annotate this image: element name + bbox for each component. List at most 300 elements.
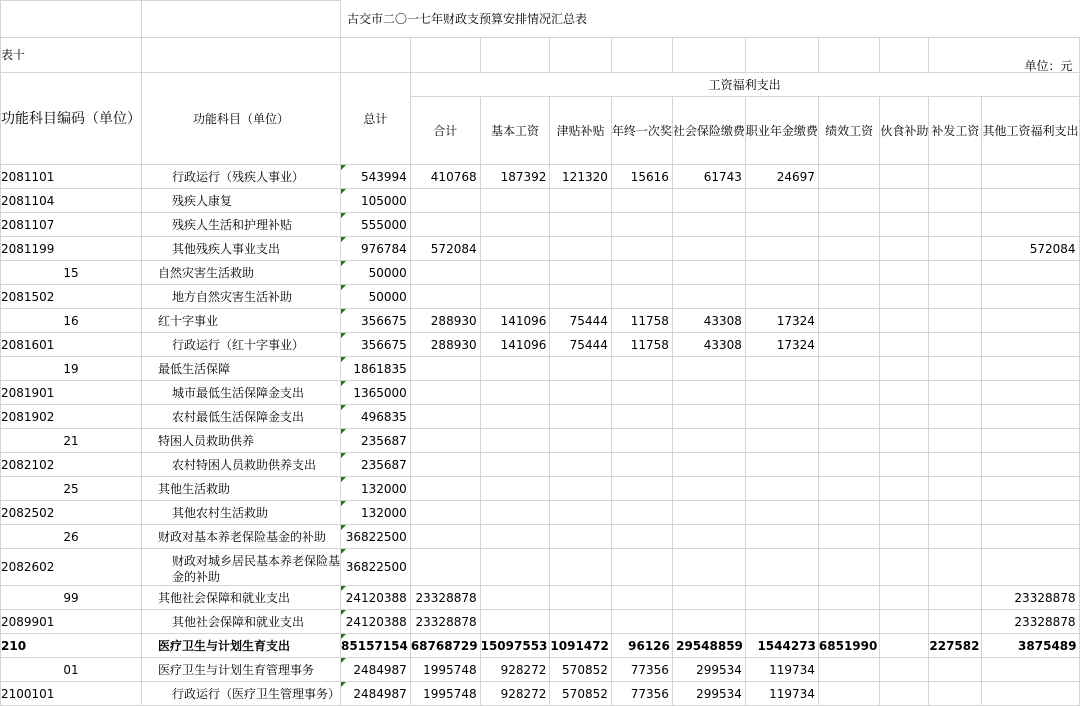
table-row xyxy=(1,405,1080,429)
row-value xyxy=(880,189,929,213)
row-value xyxy=(480,610,550,634)
row-value: 141096 xyxy=(480,309,550,333)
row-value xyxy=(480,213,550,237)
row-code: 2081107 xyxy=(1,213,142,237)
table-row xyxy=(1,189,1080,213)
row-value xyxy=(818,682,879,706)
row-value xyxy=(818,285,879,309)
table-row xyxy=(1,634,1080,658)
row-value: 572084 xyxy=(982,237,1079,261)
row-value xyxy=(929,333,982,357)
row-value xyxy=(745,525,818,549)
row-value xyxy=(480,586,550,610)
row-code: 21 xyxy=(1,429,142,453)
row-value xyxy=(929,357,982,381)
row-total: 496835 xyxy=(341,405,411,429)
table-row xyxy=(1,586,1080,610)
row-value xyxy=(410,477,480,501)
row-value xyxy=(480,285,550,309)
row-value xyxy=(880,405,929,429)
row-value: 288930 xyxy=(410,309,480,333)
row-value xyxy=(929,285,982,309)
row-value xyxy=(818,189,879,213)
row-name: 其他残疾人事业支出 xyxy=(142,237,341,261)
row-value xyxy=(672,189,745,213)
table-row xyxy=(1,213,1080,237)
row-value xyxy=(818,429,879,453)
row-value xyxy=(818,213,879,237)
row-value: 187392 xyxy=(480,165,550,189)
row-value xyxy=(818,477,879,501)
row-value: 96126 xyxy=(611,634,672,658)
row-value xyxy=(550,586,611,610)
row-value xyxy=(880,237,929,261)
row-code: 2081101 xyxy=(1,165,142,189)
row-value xyxy=(410,549,480,586)
row-value: 17324 xyxy=(745,309,818,333)
row-total: 132000 xyxy=(341,501,411,525)
row-value xyxy=(672,285,745,309)
row-code: 2081104 xyxy=(1,189,142,213)
row-name: 行政运行（残疾人事业） xyxy=(142,165,341,189)
row-value: 141096 xyxy=(480,333,550,357)
row-total: 1861835 xyxy=(341,357,411,381)
row-value xyxy=(880,165,929,189)
row-value xyxy=(745,586,818,610)
row-value xyxy=(982,357,1079,381)
row-value xyxy=(880,682,929,706)
row-value xyxy=(480,549,550,586)
row-value xyxy=(982,658,1079,682)
row-value xyxy=(982,525,1079,549)
table-row xyxy=(1,549,1080,586)
row-name: 自然灾害生活救助 xyxy=(142,261,341,285)
row-total: 24120388 xyxy=(341,610,411,634)
row-value xyxy=(550,549,611,586)
row-value xyxy=(672,429,745,453)
row-value xyxy=(410,405,480,429)
row-value xyxy=(982,453,1079,477)
row-value xyxy=(929,429,982,453)
row-code: 2081901 xyxy=(1,381,142,405)
row-name: 其他社会保障和就业支出 xyxy=(142,586,341,610)
row-name: 地方自然灾害生活补助 xyxy=(142,285,341,309)
row-total: 105000 xyxy=(341,189,411,213)
row-value: 6851990 xyxy=(818,634,879,658)
row-value: 119734 xyxy=(745,682,818,706)
table-row xyxy=(1,658,1080,682)
row-code: 210 xyxy=(1,634,142,658)
row-code: 2089901 xyxy=(1,610,142,634)
row-value xyxy=(672,237,745,261)
row-value xyxy=(550,501,611,525)
header-col: 绩效工资 xyxy=(818,97,879,165)
row-value xyxy=(550,405,611,429)
row-name: 财政对城乡居民基本养老保险基金的补助 xyxy=(142,549,341,586)
row-value xyxy=(929,501,982,525)
row-value xyxy=(550,610,611,634)
row-value: 29548859 xyxy=(672,634,745,658)
table-row xyxy=(1,381,1080,405)
row-value: 43308 xyxy=(672,309,745,333)
row-value xyxy=(982,165,1079,189)
row-value xyxy=(818,586,879,610)
row-name: 医疗卫生与计划生育管理事务 xyxy=(142,658,341,682)
header-total: 总计 xyxy=(341,73,411,165)
row-value xyxy=(672,525,745,549)
row-value: 121320 xyxy=(550,165,611,189)
row-value xyxy=(745,477,818,501)
row-value xyxy=(929,453,982,477)
row-total: 356675 xyxy=(341,333,411,357)
row-value xyxy=(672,381,745,405)
row-value: 572084 xyxy=(410,237,480,261)
header-col: 其他工资福利支出 xyxy=(982,97,1079,165)
header-code: 功能科目编码（单位） xyxy=(1,73,142,165)
row-value xyxy=(818,165,879,189)
row-value xyxy=(611,189,672,213)
row-value xyxy=(410,429,480,453)
row-value xyxy=(550,189,611,213)
row-value xyxy=(745,501,818,525)
row-value: 3875489 xyxy=(982,634,1079,658)
row-value xyxy=(672,261,745,285)
row-value: 17324 xyxy=(745,333,818,357)
row-value xyxy=(410,453,480,477)
row-name: 行政运行（红十字事业） xyxy=(142,333,341,357)
table-row xyxy=(1,309,1080,333)
row-value xyxy=(929,586,982,610)
row-name: 最低生活保障 xyxy=(142,357,341,381)
row-value xyxy=(929,549,982,586)
row-value xyxy=(929,381,982,405)
table-row xyxy=(1,237,1080,261)
row-value: 570852 xyxy=(550,682,611,706)
table-row xyxy=(1,477,1080,501)
header-col: 合计 xyxy=(410,97,480,165)
row-value: 75444 xyxy=(550,309,611,333)
table-number: 表十 xyxy=(1,38,142,73)
header-col: 伙食补助 xyxy=(880,97,929,165)
row-name: 行政运行（医疗卫生管理事务） xyxy=(142,682,341,706)
table-row xyxy=(1,453,1080,477)
row-value: 1995748 xyxy=(410,658,480,682)
row-value: 23328878 xyxy=(410,610,480,634)
row-value xyxy=(611,285,672,309)
row-value xyxy=(672,357,745,381)
row-value xyxy=(982,333,1079,357)
row-value xyxy=(818,309,879,333)
row-value xyxy=(982,477,1079,501)
row-value xyxy=(880,610,929,634)
header-col: 年终一次奖 xyxy=(611,97,672,165)
row-value xyxy=(982,213,1079,237)
row-name: 红十字事业 xyxy=(142,309,341,333)
row-code: 2081199 xyxy=(1,237,142,261)
row-value xyxy=(745,213,818,237)
table-row xyxy=(1,610,1080,634)
row-value xyxy=(880,477,929,501)
row-code: 99 xyxy=(1,586,142,610)
row-value xyxy=(818,237,879,261)
row-value xyxy=(982,549,1079,586)
row-value xyxy=(672,405,745,429)
row-code: 2081502 xyxy=(1,285,142,309)
row-value xyxy=(745,610,818,634)
row-value xyxy=(550,285,611,309)
row-value xyxy=(480,261,550,285)
row-value xyxy=(818,381,879,405)
row-value xyxy=(929,477,982,501)
row-value xyxy=(818,357,879,381)
row-value xyxy=(880,333,929,357)
row-value xyxy=(480,405,550,429)
row-value xyxy=(982,309,1079,333)
row-total: 356675 xyxy=(341,309,411,333)
row-value xyxy=(611,405,672,429)
table-row xyxy=(1,357,1080,381)
row-value xyxy=(480,429,550,453)
row-value: 11758 xyxy=(611,333,672,357)
row-code: 15 xyxy=(1,261,142,285)
row-value xyxy=(929,405,982,429)
row-value xyxy=(550,261,611,285)
unit-label: 单位：元 xyxy=(929,38,1079,73)
row-value xyxy=(611,213,672,237)
row-code: 26 xyxy=(1,525,142,549)
row-value xyxy=(480,189,550,213)
table-row xyxy=(1,682,1080,706)
row-value xyxy=(550,525,611,549)
row-value xyxy=(410,525,480,549)
row-value xyxy=(982,405,1079,429)
row-value xyxy=(982,285,1079,309)
row-code: 01 xyxy=(1,658,142,682)
row-value xyxy=(410,501,480,525)
row-value xyxy=(880,453,929,477)
row-total: 976784 xyxy=(341,237,411,261)
row-total: 50000 xyxy=(341,285,411,309)
row-value xyxy=(672,477,745,501)
row-code: 19 xyxy=(1,357,142,381)
row-value: 410768 xyxy=(410,165,480,189)
table-row xyxy=(1,525,1080,549)
row-value xyxy=(550,237,611,261)
row-value xyxy=(880,357,929,381)
row-value xyxy=(745,429,818,453)
table-row xyxy=(1,429,1080,453)
row-value: 11758 xyxy=(611,309,672,333)
row-value xyxy=(929,237,982,261)
header-col: 津贴补贴 xyxy=(550,97,611,165)
row-total: 543994 xyxy=(341,165,411,189)
row-value: 1544273 xyxy=(745,634,818,658)
row-value: 928272 xyxy=(480,682,550,706)
row-value xyxy=(880,549,929,586)
row-value xyxy=(672,586,745,610)
row-value: 23328878 xyxy=(410,586,480,610)
row-value xyxy=(611,357,672,381)
row-total: 50000 xyxy=(341,261,411,285)
row-name: 城市最低生活保障金支出 xyxy=(142,381,341,405)
row-value xyxy=(672,453,745,477)
row-value xyxy=(929,261,982,285)
row-value xyxy=(611,429,672,453)
header-group: 工资福利支出 xyxy=(410,73,1079,97)
row-value xyxy=(745,189,818,213)
header-col: 职业年金缴费 xyxy=(745,97,818,165)
row-value: 119734 xyxy=(745,658,818,682)
row-value xyxy=(672,213,745,237)
row-value xyxy=(880,525,929,549)
row-value xyxy=(410,285,480,309)
row-value xyxy=(745,549,818,586)
row-value: 299534 xyxy=(672,658,745,682)
row-value: 15097553 xyxy=(480,634,550,658)
row-code: 2082502 xyxy=(1,501,142,525)
header-name: 功能科目（单位） xyxy=(142,73,341,165)
row-value xyxy=(818,333,879,357)
row-value xyxy=(480,381,550,405)
row-value xyxy=(745,405,818,429)
row-value xyxy=(880,501,929,525)
row-value xyxy=(929,610,982,634)
row-value xyxy=(611,525,672,549)
row-value: 227582 xyxy=(929,634,982,658)
row-value: 570852 xyxy=(550,658,611,682)
row-code: 2081902 xyxy=(1,405,142,429)
row-name: 农村特困人员救助供养支出 xyxy=(142,453,341,477)
row-value xyxy=(480,501,550,525)
row-value xyxy=(611,610,672,634)
header-col: 社会保险缴费 xyxy=(672,97,745,165)
row-total: 36822500 xyxy=(341,549,411,586)
row-value: 77356 xyxy=(611,658,672,682)
table-row xyxy=(1,501,1080,525)
row-value: 15616 xyxy=(611,165,672,189)
row-total: 1365000 xyxy=(341,381,411,405)
row-value: 61743 xyxy=(672,165,745,189)
row-name: 农村最低生活保障金支出 xyxy=(142,405,341,429)
row-value xyxy=(410,189,480,213)
row-value: 1995748 xyxy=(410,682,480,706)
row-value: 299534 xyxy=(672,682,745,706)
row-value xyxy=(611,261,672,285)
row-value xyxy=(745,381,818,405)
row-value xyxy=(880,309,929,333)
row-value: 1091472 xyxy=(550,634,611,658)
row-value xyxy=(745,285,818,309)
row-value xyxy=(880,658,929,682)
row-value xyxy=(611,549,672,586)
row-value xyxy=(818,501,879,525)
row-name: 残疾人康复 xyxy=(142,189,341,213)
row-value xyxy=(611,477,672,501)
row-value xyxy=(818,525,879,549)
row-value xyxy=(550,429,611,453)
row-value xyxy=(880,261,929,285)
row-value xyxy=(929,658,982,682)
row-value xyxy=(982,429,1079,453)
table-row xyxy=(1,261,1080,285)
row-value: 928272 xyxy=(480,658,550,682)
row-value xyxy=(611,501,672,525)
row-value xyxy=(982,682,1079,706)
row-value xyxy=(982,189,1079,213)
row-total: 555000 xyxy=(341,213,411,237)
row-value xyxy=(745,237,818,261)
row-value xyxy=(672,501,745,525)
row-value xyxy=(880,381,929,405)
row-value xyxy=(818,610,879,634)
row-value xyxy=(480,477,550,501)
row-value xyxy=(480,237,550,261)
row-name: 其他社会保障和就业支出 xyxy=(142,610,341,634)
row-total: 24120388 xyxy=(341,586,411,610)
row-total: 2484987 xyxy=(341,658,411,682)
row-value xyxy=(550,213,611,237)
row-total: 235687 xyxy=(341,429,411,453)
row-value xyxy=(818,261,879,285)
row-name: 其他农村生活救助 xyxy=(142,501,341,525)
row-value xyxy=(480,357,550,381)
row-value: 75444 xyxy=(550,333,611,357)
row-code: 2082102 xyxy=(1,453,142,477)
row-value: 288930 xyxy=(410,333,480,357)
row-code: 16 xyxy=(1,309,142,333)
row-code: 2081601 xyxy=(1,333,142,357)
row-value xyxy=(611,237,672,261)
row-value xyxy=(410,213,480,237)
row-name: 医疗卫生与计划生育支出 xyxy=(142,634,341,658)
row-value xyxy=(929,309,982,333)
row-value: 43308 xyxy=(672,333,745,357)
row-value xyxy=(745,453,818,477)
row-name: 特困人员救助供养 xyxy=(142,429,341,453)
row-value: 68768729 xyxy=(410,634,480,658)
row-total: 132000 xyxy=(341,477,411,501)
row-value xyxy=(880,285,929,309)
row-value: 23328878 xyxy=(982,610,1079,634)
row-value xyxy=(929,213,982,237)
row-value xyxy=(550,477,611,501)
row-value xyxy=(982,381,1079,405)
row-value xyxy=(550,381,611,405)
row-value xyxy=(929,525,982,549)
row-value xyxy=(818,658,879,682)
row-value xyxy=(611,453,672,477)
row-value xyxy=(410,357,480,381)
row-value xyxy=(672,610,745,634)
row-value xyxy=(982,501,1079,525)
table-row xyxy=(1,165,1080,189)
row-code: 2082602 xyxy=(1,549,142,586)
row-value xyxy=(480,525,550,549)
row-value xyxy=(880,634,929,658)
row-value xyxy=(929,165,982,189)
row-value xyxy=(410,381,480,405)
row-value xyxy=(929,682,982,706)
row-value: 24697 xyxy=(745,165,818,189)
sheet-title: 古交市二〇一七年财政支预算安排情况汇总表 xyxy=(347,11,588,26)
row-name: 财政对基本养老保险基金的补助 xyxy=(142,525,341,549)
row-value xyxy=(480,453,550,477)
row-total: 36822500 xyxy=(341,525,411,549)
row-name: 残疾人生活和护理补贴 xyxy=(142,213,341,237)
row-total: 85157154 xyxy=(341,634,411,658)
header-col: 补发工资 xyxy=(929,97,982,165)
row-value xyxy=(880,213,929,237)
